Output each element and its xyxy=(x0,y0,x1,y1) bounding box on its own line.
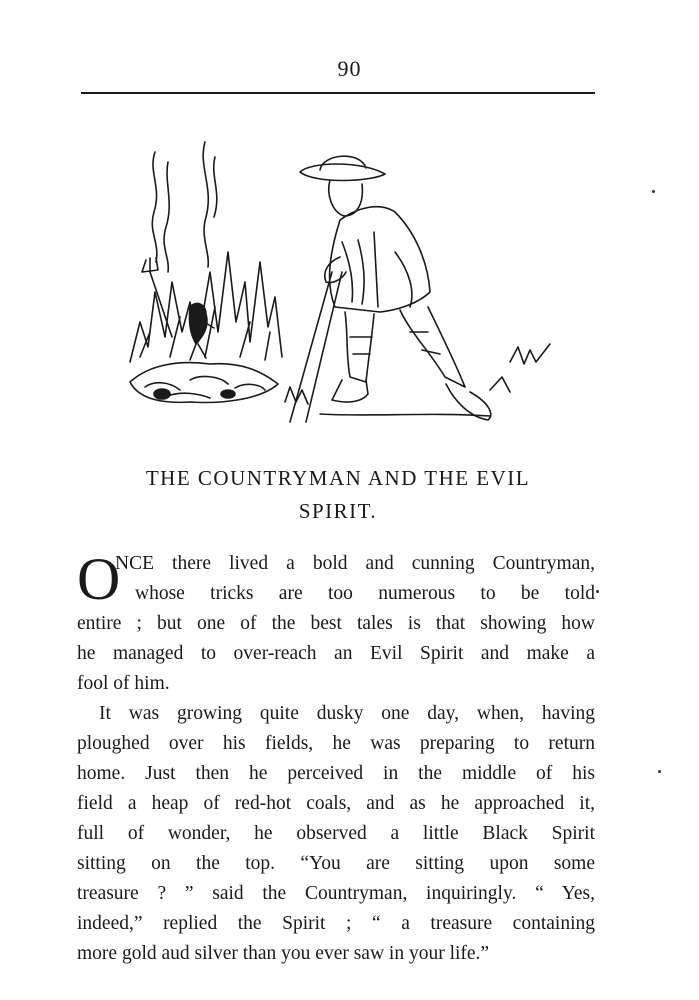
paper-speck xyxy=(652,190,655,193)
paper-speck xyxy=(658,770,661,773)
text-line: ploughed over his fields, he was preparing to return xyxy=(77,733,595,754)
text-line: entire ; but one of the best tales is that showing how xyxy=(77,613,595,634)
text-line: sitting on the top. “You are sitting upon some xyxy=(77,853,595,874)
text-line: field a heap of red-hot coals, and as he approached it, xyxy=(77,793,595,814)
page-number: 90 xyxy=(337,56,362,81)
title-line-2: SPIRIT. xyxy=(298,499,378,523)
drop-cap: O xyxy=(77,546,121,612)
text-line: full of wonder, he observed a little Black Spirit xyxy=(77,823,595,844)
title-line-1: THE COUNTRYMAN AND THE EVIL xyxy=(145,466,531,490)
text-line: treasure ? ” said the Countryman, inquiringly. “ Yes, xyxy=(77,883,595,904)
text-line: It was growing quite dusky one day, when, having xyxy=(99,703,595,724)
text-line: home. Just then he perceived in the middle of his xyxy=(77,763,595,784)
text-line: he managed to over-reach an Evil Spirit and make a xyxy=(77,643,595,664)
illustration-countryman-and-spirit xyxy=(110,132,580,432)
text-line: whose tricks are too numerous to be told xyxy=(135,583,595,604)
paper-speck xyxy=(596,590,599,593)
text-line: NCE there lived a bold and cunning Countryman, xyxy=(115,553,595,574)
paragraph-1 xyxy=(77,546,595,699)
chapter-title xyxy=(82,462,594,528)
header-rule xyxy=(81,92,595,94)
text-line: more gold aud silver than you ever saw in your life.” xyxy=(77,943,490,964)
text-line: fool of him. xyxy=(77,673,170,694)
text-line: indeed,” replied the Spirit ; “ a treasure containing xyxy=(77,913,595,934)
paragraph-2 xyxy=(77,699,595,969)
